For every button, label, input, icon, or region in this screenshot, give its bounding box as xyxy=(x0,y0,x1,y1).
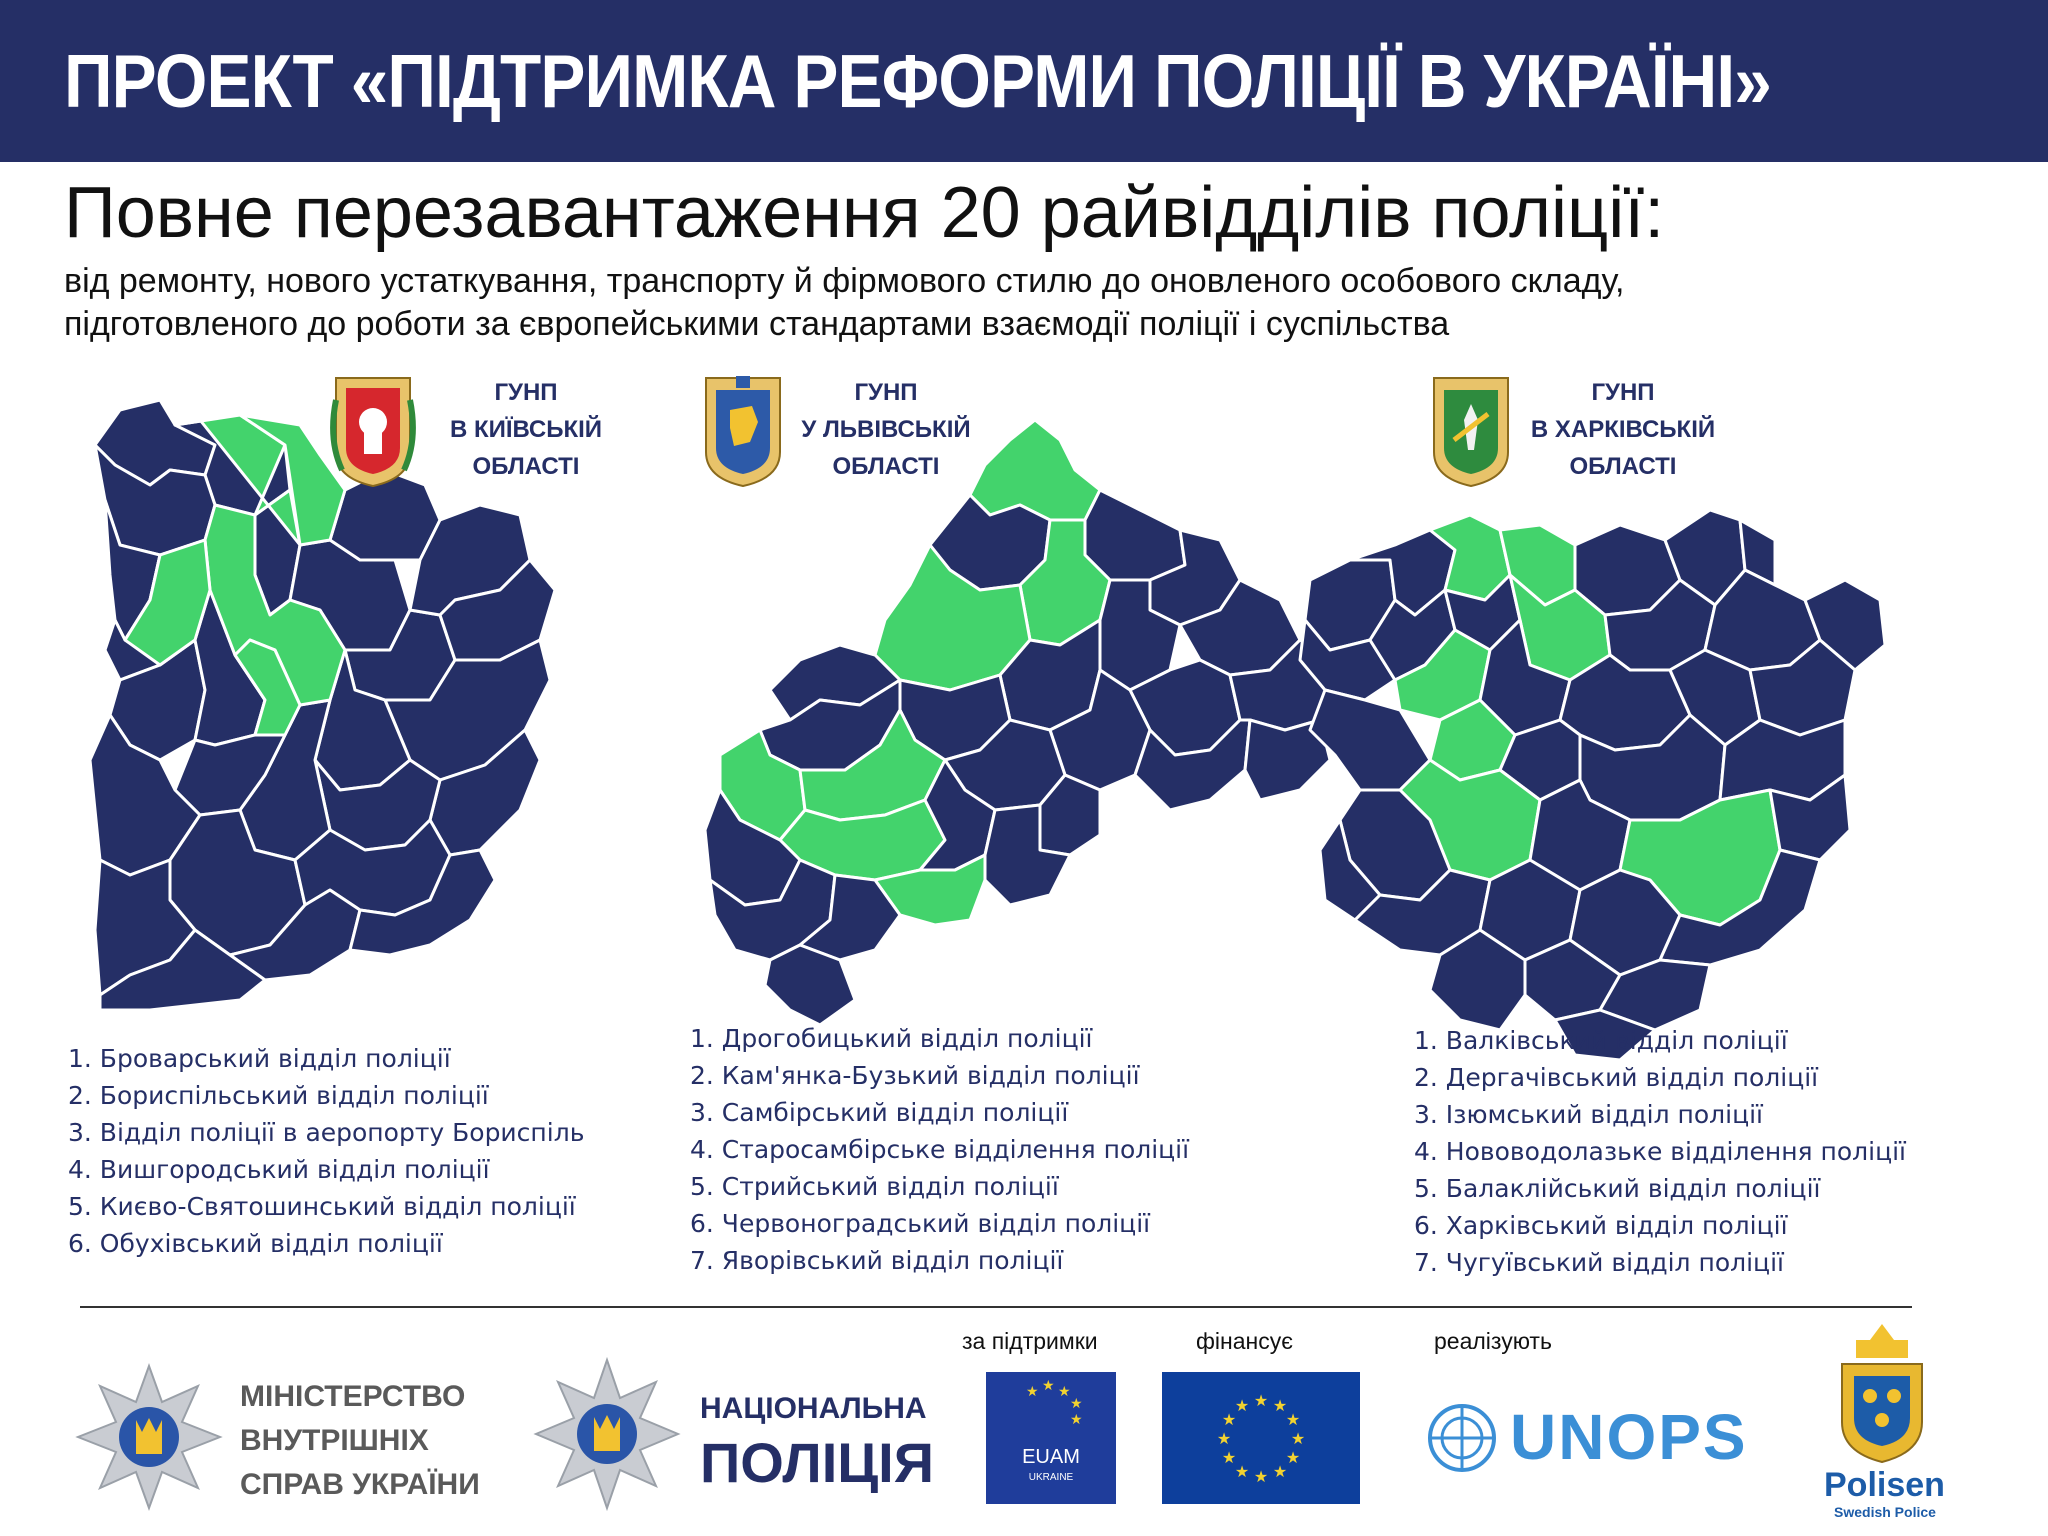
list-item: 7. Яворівський відділ поліції xyxy=(690,1246,1064,1275)
svg-text:★: ★ xyxy=(1216,1429,1232,1448)
euam-sub: UKRAINE xyxy=(1028,1472,1074,1483)
list-item: 5. Києво-Святошинський відділ поліції xyxy=(68,1192,576,1221)
polisen-logo-text: Polisen xyxy=(1824,1466,1945,1504)
svg-text:★: ★ xyxy=(1221,1410,1237,1429)
list-item: 2. Дергачівський відділ поліції xyxy=(1414,1063,1819,1092)
lviv-district xyxy=(1085,490,1185,580)
svg-text:★: ★ xyxy=(1070,1412,1083,1428)
svg-text:★: ★ xyxy=(1253,1467,1269,1486)
list-item: 3. Відділ поліції в аеропорту Бориспіль xyxy=(68,1118,585,1147)
svg-text:★: ★ xyxy=(1272,1462,1288,1481)
kyiv-oblast-map xyxy=(90,400,555,1010)
subline-1: від ремонту, нового устаткування, транспорту й фірмового стилю до оновленого особового складу, xyxy=(64,262,1625,300)
ministry-name: МІНІСТЕРСТВО ВНУТРІШНІХ СПРАВ УКРАЇНИ xyxy=(240,1380,480,1501)
unops-logo-text: UNOPS xyxy=(1510,1401,1748,1473)
list-item: 6. Харківський відділ поліції xyxy=(1414,1211,1788,1240)
list-item: 5. Стрийський відділ поліції xyxy=(690,1172,1059,1201)
list-item: 4. Нововодолазьке відділення поліції xyxy=(1414,1137,1906,1166)
lviv-oblast-coat-of-arms-icon xyxy=(700,370,786,488)
svg-text:★: ★ xyxy=(1285,1410,1301,1429)
list-item: 1. Дрогобицький відділ поліції xyxy=(690,1024,1093,1053)
kyiv-department-list xyxy=(68,1040,584,1262)
headline: Повне перезавантаження 20 райвідділів поліції: xyxy=(64,173,1665,253)
national-police-badge-icon xyxy=(532,1356,682,1512)
list-item: 4. Вишгородський відділ поліції xyxy=(68,1155,490,1184)
svg-text:★: ★ xyxy=(1272,1396,1288,1415)
national-police-line2: ПОЛІЦІЯ xyxy=(700,1431,934,1494)
euam-logo xyxy=(986,1372,1116,1504)
swedish-police-emblem-icon xyxy=(1834,1322,1930,1464)
svg-text:★: ★ xyxy=(1042,1378,1055,1394)
euam-stars-icon xyxy=(986,1372,1116,1442)
eu-stars-icon xyxy=(1162,1372,1360,1504)
kyiv-region-label: ГУНП В КИЇВСЬКІЙ ОБЛАСТІ xyxy=(449,379,603,480)
project-title: ПРОЕКТ «ПІДТРИМКА РЕФОРМИ ПОЛІЦІЇ В УКРАЇНІ» xyxy=(64,39,1771,123)
svg-text:★: ★ xyxy=(1285,1448,1301,1467)
kharkiv-oblast-map xyxy=(1300,510,1885,1060)
implement-label: реалізують xyxy=(1434,1328,1552,1354)
footer-divider xyxy=(80,1306,1912,1308)
lviv-department-list xyxy=(690,1020,1189,1279)
euam-label: EUAM xyxy=(1022,1446,1080,1468)
list-item: 1. Валківський відділ поліції xyxy=(1414,1026,1788,1055)
un-emblem-icon xyxy=(1424,1400,1500,1476)
lviv-district xyxy=(970,420,1100,520)
list-item: 3. Самбірський відділ поліції xyxy=(690,1098,1069,1127)
svg-text:★: ★ xyxy=(1221,1448,1237,1467)
kharkiv-region-label: ГУНП В ХАРКІВСЬКІЙ ОБЛАСТІ xyxy=(1530,379,1716,480)
list-item: 6. Червоноградський відділ поліції xyxy=(690,1209,1151,1238)
list-item: 2. Кам'янка-Бузький відділ поліції xyxy=(690,1061,1140,1090)
list-item: 3. Ізюмський відділ поліції xyxy=(1414,1100,1763,1129)
ministry-badge-icon xyxy=(74,1362,224,1512)
list-item: 4. Старосамбірське відділення поліції xyxy=(690,1135,1190,1164)
svg-text:★: ★ xyxy=(1290,1429,1306,1448)
polisen-sub-text: Swedish Police xyxy=(1834,1504,1936,1520)
list-item: 5. Балаклійський відділ поліції xyxy=(1414,1174,1821,1203)
svg-text:★: ★ xyxy=(1234,1396,1250,1415)
kyiv-oblast-coat-of-arms-icon xyxy=(330,370,416,488)
list-item: 7. Чугуївський відділ поліції xyxy=(1414,1248,1784,1277)
kharkiv-oblast-coat-of-arms-icon xyxy=(1428,370,1514,488)
svg-text:★: ★ xyxy=(1234,1462,1250,1481)
support-label: за підтримки xyxy=(962,1328,1098,1354)
subline-2: підготовленого до роботи за європейськими стандартами взаємодії поліції і суспільства xyxy=(64,305,1450,343)
lviv-region-label: ГУНП У ЛЬВІВСЬКІЙ ОБЛАСТІ xyxy=(801,379,971,480)
svg-text:★: ★ xyxy=(1058,1384,1071,1400)
kharkiv-department-list xyxy=(1414,1022,1906,1281)
list-item: 6. Обухівський відділ поліції xyxy=(68,1229,443,1258)
eu-flag xyxy=(1162,1372,1360,1504)
national-police-line1: НАЦІОНАЛЬНА xyxy=(700,1392,927,1425)
svg-text:★: ★ xyxy=(1070,1396,1083,1412)
list-item: 2. Бориспільський відділ поліції xyxy=(68,1081,489,1110)
finance-label: фінансує xyxy=(1196,1328,1293,1354)
svg-text:★: ★ xyxy=(1253,1391,1269,1410)
svg-text:★: ★ xyxy=(1026,1384,1039,1400)
lviv-oblast-map xyxy=(705,420,1340,1025)
list-item: 1. Броварський відділ поліції xyxy=(68,1044,451,1073)
